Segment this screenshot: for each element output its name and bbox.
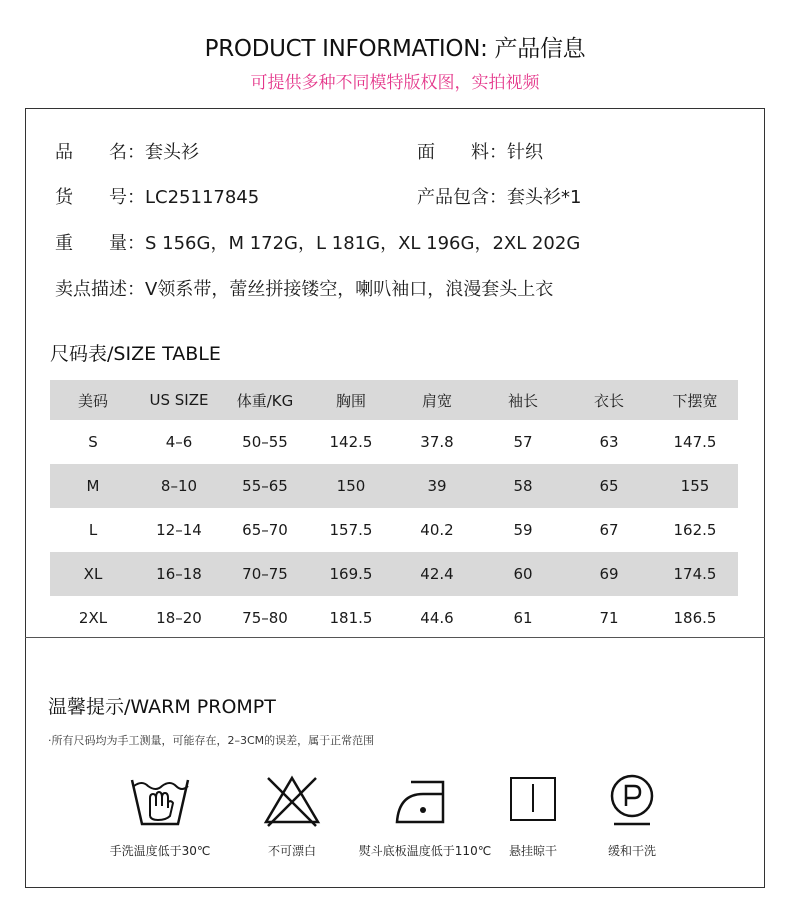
table-cell: M [86, 477, 100, 495]
table-row [50, 596, 738, 640]
table-cell: 63 [599, 433, 619, 451]
table-cell: 4–6 [165, 433, 193, 451]
table-cell: 147.5 [673, 433, 717, 451]
info-contents-label: 产品包含： [417, 187, 507, 208]
table-cell: 169.5 [329, 565, 373, 583]
care-dry-clean [572, 772, 692, 862]
header-cell: 袖长 [507, 391, 538, 410]
care-label: 悬挂晾干 [508, 844, 557, 858]
info-sku [55, 183, 259, 209]
table-cell: 57 [513, 433, 533, 451]
page-title: PRODUCT INFORMATION: 产品信息 [204, 36, 586, 62]
care-hand-wash [100, 772, 220, 862]
table-cell: 71 [599, 609, 619, 627]
info-fabric [417, 138, 543, 164]
header-cell: 肩宽 [421, 391, 452, 410]
header-cell: 美码 [77, 391, 108, 410]
hand-wash-icon [128, 772, 192, 832]
care-label: 熨斗底板温度低于110℃ [358, 844, 492, 858]
info-weight-label: 重 量： [55, 233, 145, 254]
header-cell: 下摆宽 [672, 391, 718, 410]
info-sku-label: 货 号： [55, 187, 145, 208]
table-cell: 12–14 [156, 521, 202, 539]
care-no-bleach [232, 772, 352, 862]
info-name-value: 套头衫 [145, 142, 199, 163]
page-subtitle: 可提供多种不同模特版权图，实拍视频 [250, 73, 540, 93]
table-cell: 39 [427, 477, 447, 495]
table-cell: 2XL [78, 609, 108, 627]
table-cell: 150 [336, 477, 366, 495]
info-name [55, 138, 199, 164]
table-cell: 174.5 [673, 565, 717, 583]
table-cell: XL [83, 565, 103, 583]
info-selling [55, 275, 553, 301]
table-cell: 65–70 [242, 521, 288, 539]
table-cell: 44.6 [420, 609, 454, 627]
info-name-label: 品 名： [55, 142, 145, 163]
table-cell: 37.8 [420, 433, 454, 451]
size-table [50, 380, 738, 640]
table-cell: 58 [513, 477, 533, 495]
table-cell: 157.5 [329, 521, 373, 539]
info-selling-label: 卖点描述： [55, 279, 145, 300]
table-row [50, 420, 738, 464]
table-cell: 55–65 [242, 477, 288, 495]
table-cell: L [88, 521, 98, 539]
table-cell: 69 [599, 565, 619, 583]
table-cell: 70–75 [242, 565, 288, 583]
table-cell: 75–80 [242, 609, 288, 627]
care-label: 缓和干洗 [607, 844, 656, 858]
header-cell: 体重/KG [236, 391, 294, 410]
table-row [50, 552, 738, 596]
table-cell: 8–10 [160, 477, 198, 495]
table-cell: 16–18 [156, 565, 202, 583]
iron-icon [393, 772, 457, 826]
table-cell: 181.5 [329, 609, 373, 627]
table-cell: 65 [599, 477, 619, 495]
info-weight [55, 229, 580, 255]
header-cell: 衣长 [593, 391, 624, 410]
line-dry-icon [508, 772, 558, 822]
warm-prompt-note: ·所有尺码均为手工测量，可能存在，2–3CM的误差，属于正常范围 [48, 734, 375, 747]
size-table-header-row [50, 380, 738, 420]
table-cell: 67 [599, 521, 619, 539]
table-cell: 61 [513, 609, 533, 627]
table-cell: 50–55 [242, 433, 288, 451]
info-contents [417, 183, 581, 209]
dry-clean-icon [607, 772, 657, 828]
header-cell: 胸围 [335, 391, 366, 410]
header-cell: US SIZE [149, 391, 209, 409]
table-cell: 59 [513, 521, 533, 539]
table-cell: 142.5 [329, 433, 373, 451]
table-cell: 40.2 [420, 521, 454, 539]
no-bleach-icon [262, 772, 322, 828]
care-label: 不可漂白 [267, 844, 316, 858]
info-sku-value: LC25117845 [145, 187, 260, 208]
warm-prompt-title: 温馨提示/WARM PROMPT [48, 696, 276, 718]
table-row [50, 464, 738, 508]
table-cell: 186.5 [673, 609, 717, 627]
info-contents-value: 套头衫*1 [507, 187, 582, 208]
table-cell: 155 [680, 477, 710, 495]
size-table-title: 尺码表/SIZE TABLE [50, 343, 221, 365]
info-weight-value: S 156G，M 172G，L 181G，XL 196G，2XL 202G [145, 233, 581, 254]
info-fabric-value: 针织 [507, 142, 543, 163]
table-row [50, 508, 738, 552]
table-cell: 60 [513, 565, 533, 583]
table-cell: 162.5 [673, 521, 717, 539]
care-label: 手洗温度低于30℃ [109, 844, 211, 858]
table-cell: 42.4 [420, 565, 454, 583]
table-cell: S [88, 433, 98, 451]
table-cell: 18–20 [156, 609, 202, 627]
info-selling-value: V领系带，蕾丝拼接镂空，喇叭袖口，浪漫套头上衣 [145, 279, 554, 300]
info-fabric-label: 面 料： [417, 142, 507, 163]
